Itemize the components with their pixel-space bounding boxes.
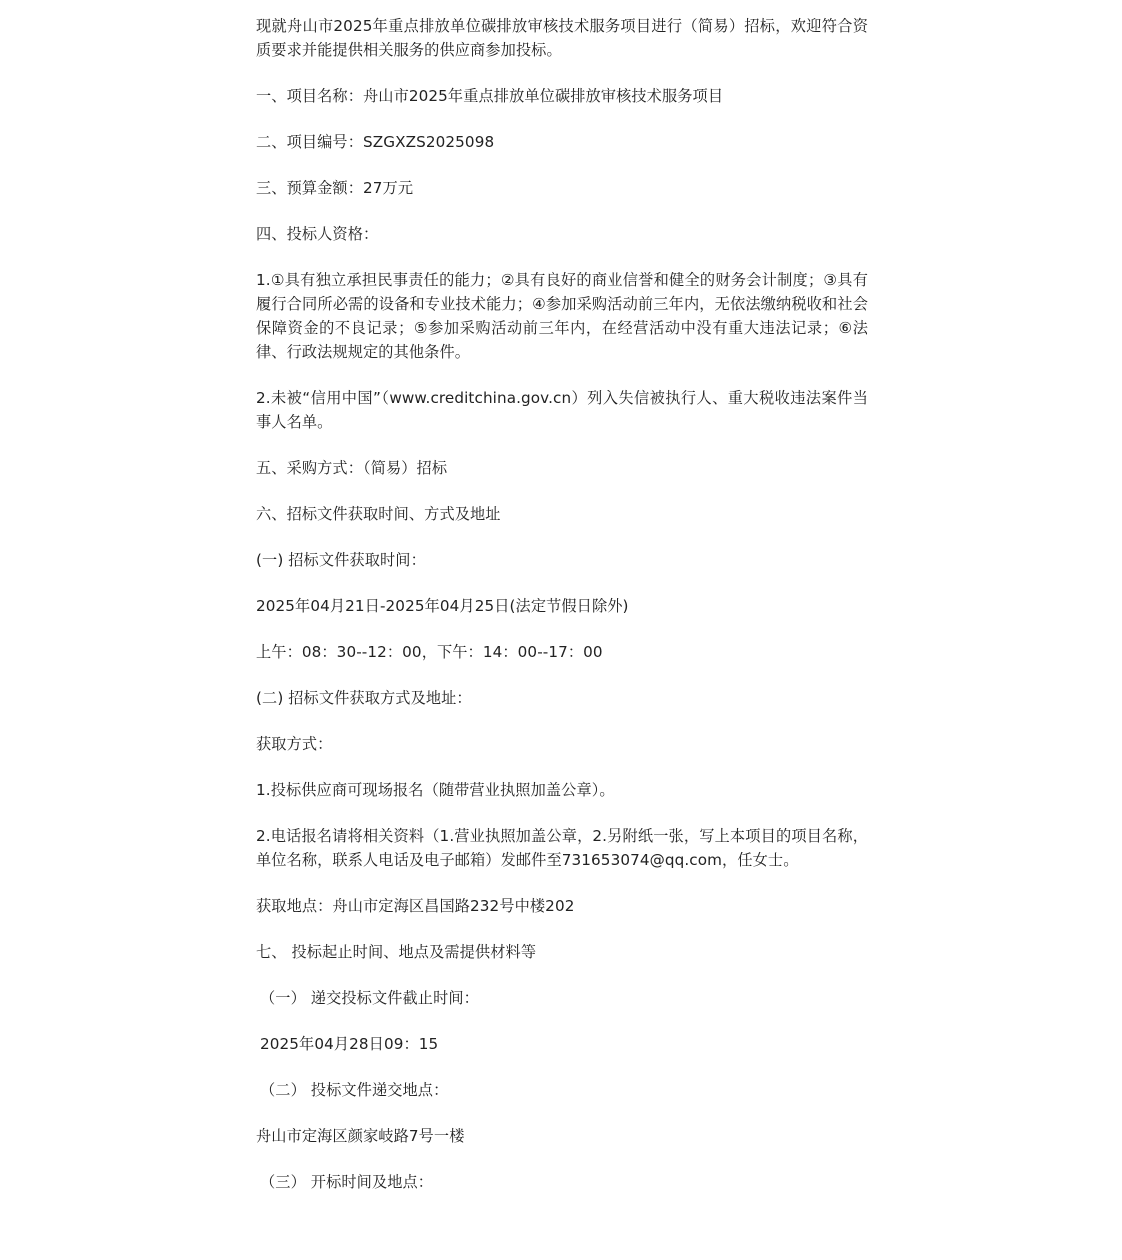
acquisition-method-label: 获取方式： [256,735,333,753]
acquisition-date-range: 2025年04月21日-2025年04月25日(法定节假日除外) [256,597,629,615]
qualification-item-1: 1.①具有独立承担民事责任的能力；②具有良好的商业信誉和健全的财务会计制度；③具有履行合同所必需的设备和专业技术能力；④参加采购活动前三年内，无依法缴纳税收和社会保障资金的不良记录；⑤参加采购活动前三年内，在经营活动中没有重大违法记录；⑥法律、行政法规规定的其他条件。 [256,271,868,361]
acquisition-hours: 上午：08：30--12：00，下午：14：00--17：00 [256,643,603,661]
budget-amount: 三、预算金额：27万元 [256,179,414,197]
acquisition-address: 获取地点：舟山市定海区昌国路232号中楼202 [256,897,575,915]
announcement-document [256,14,868,1216]
acquisition-method-onsite: 1.投标供应商可现场报名（随带营业执照加盖公章）。 [256,781,615,799]
acquisition-method-phone-email: 2.电话报名请将相关资料（1.营业执照加盖公章，2.另附纸一张，写上本项目的项目名称，单位名称，联系人电话及电子邮箱）发邮件至731653074@qq.com，任女士。 [256,827,868,869]
subsection-acquisition-time: (一) 招标文件获取时间： [256,551,426,569]
qualification-item-2: 2.未被“信用中国”（www.creditchina.gov.cn）列入失信被执行人、重大税收违法案件当事人名单。 [256,389,868,431]
project-number: 二、项目编号：SZGXZS2025098 [256,133,495,151]
intro-paragraph: 现就舟山市2025年重点排放单位碳排放审核技术服务项目进行（简易）招标，欢迎符合资质要求并能提供相关服务的供应商参加投标。 [256,17,868,59]
project-name: 一、项目名称：舟山市2025年重点排放单位碳排放审核技术服务项目 [256,87,724,105]
subsection-opening-time-location: （三） 开标时间及地点： [260,1173,434,1191]
submission-deadline-value: 2025年04月28日09：15 [260,1035,439,1053]
subsection-submission-location: （二） 投标文件递交地点： [260,1081,449,1099]
submission-location-value: 舟山市定海区颜家岐路7号一楼 [256,1127,465,1145]
subsection-submission-deadline: （一） 递交投标文件截止时间： [260,989,479,1007]
section-document-acquisition: 六、招标文件获取时间、方式及地址 [256,505,501,523]
section-bidder-qualification: 四、投标人资格： [256,225,379,243]
procurement-method: 五、采购方式：（简易）招标 [256,459,448,477]
section-bid-submission: 七、 投标起止时间、地点及需提供材料等 [256,943,537,961]
subsection-acquisition-method: (二) 招标文件获取方式及地址： [256,689,472,707]
